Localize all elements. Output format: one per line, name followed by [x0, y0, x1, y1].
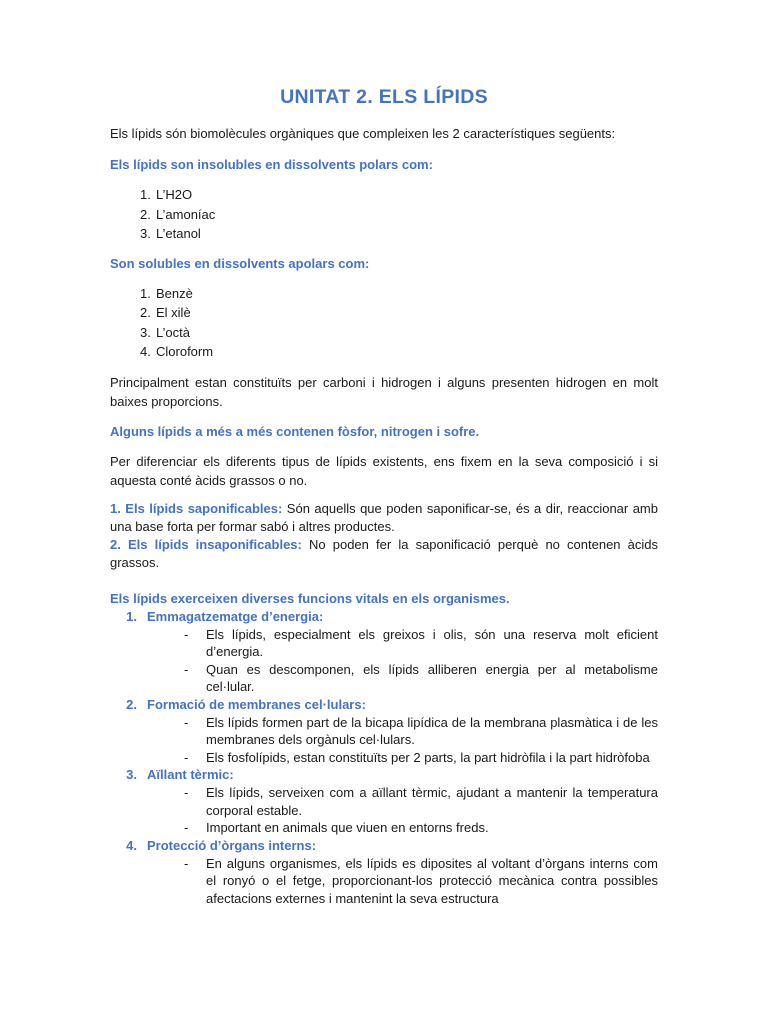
list-item: 1. Benzè [140, 285, 193, 301]
function-title: Formació de membranes cel·lulars: [147, 696, 366, 712]
list-item: - Els fosfolípids, estan constituïts per 2 parts, la part hidròfila i la part hidròfoba [184, 749, 650, 765]
insaponifiable-paragraph [110, 536, 658, 572]
list-item: - Quan es descomponen, els lípids alliberen energia per al metabolisme cel·lular. [184, 661, 658, 694]
function-thermal-insulation: 3. Aïllant tèrmic: - Els lípids, serveixen com a aïllant tèrmic, ajudant a mantenir la temperatura corporal estable. - Important en animals que viuen en entorns freds. [110, 766, 658, 837]
function-title: Aïllant tèrmic: [147, 767, 234, 782]
list-item: 3. L’etanol [140, 226, 201, 241]
extra-elements-heading: Alguns lípids a més a més contenen fòsfor, nitrogen i sofre. [110, 423, 480, 439]
list-item: 2. L’amoníac [140, 206, 216, 222]
list-item: - Els lípids, especialment els greixos i olis, són una reserva molt eficient d’energia. [184, 626, 658, 659]
insaponifiable-label: 2. Els lípids insaponificables: [110, 536, 302, 552]
list-item: - Important en animals que viuen en entorns freds. [184, 820, 489, 835]
function-membranes: 2. Formació de membranes cel·lulars: - Els lípids formen part de la bicapa lipídica de la membrana plasmàtica i de les membranes dels orgànuls cel·lulars. - Els fosfolípids, estan constituïts per 2 parts, la part hidròfila i la part hidròfoba [110, 696, 658, 767]
list-item: 3. L’octà [140, 324, 190, 340]
function-title: Emmagatzematge d’energia: [147, 608, 324, 624]
insoluble-heading: Els lípids son insolubles en dissolvents polars com: [110, 157, 433, 172]
list-item: - Els lípids, serveixen com a aïllant tèrmic, ajudant a mantenir la temperatura corporal estable. [184, 785, 658, 818]
soluble-heading: Son solubles en dissolvents apolars com: [110, 255, 370, 271]
saponifiable-paragraph [110, 500, 658, 536]
page-title: UNITAT 2. ELS LÍPIDS [280, 86, 488, 108]
list-item: - Els lípids formen part de la bicapa lipídica de la membrana plasmàtica i de les membranes dels orgànuls cel·lulars. [184, 714, 658, 747]
list-item: 2. El xilè [140, 305, 191, 320]
insaponifiable-text: No poden fer la saponificació perquè no contenen àcids grassos. [110, 536, 659, 570]
classification-paragraph: Per diferenciar els diferents tipus de lípids existents, ens fixem en la seva composició i si aquesta conté àcids grassos o no. [110, 453, 658, 488]
saponifiable-text: Són aquells que poden saponificar-se, és a dir, reaccionar amb una base forta per formar sabó i altres productes. [110, 500, 658, 534]
composition-paragraph: Principalment estan constituïts per carboni i hidrogen i alguns presenten hidrogen en molt baixes proporcions. [110, 374, 658, 409]
intro-paragraph: Els lípids són biomolècules orgàniques que compleixen les 2 característiques següents: [110, 126, 616, 141]
list-item: - En alguns organismes, els lípids es diposites al voltant d’òrgans interns com el ronyó o el fetge, proporcionant-los protecció mecànica contra possibles afectacions externes i mantenint la seva estructura [184, 855, 658, 906]
list-item: 4. Cloroform [140, 344, 214, 359]
function-organ-protection: 4. Protecció d’òrgans interns: - En alguns organismes, els lípids es diposites al voltant d’òrgans interns com el ronyó o el fetge, proporcionant-los protecció mecànica contra possibles afectacions externes i mantenint la seva estructura [110, 837, 658, 908]
insoluble-list [110, 185, 658, 244]
functions-heading: Els lípids exerceixen diverses funcions vitals en els organismes. [110, 590, 510, 606]
function-title: Protecció d’òrgans interns: [147, 837, 317, 853]
document-content [110, 86, 658, 907]
saponifiable-label: 1. Els lípids saponificables: [110, 500, 283, 516]
list-item: 1. L’H2O [140, 187, 193, 202]
soluble-list [110, 284, 658, 362]
function-energy-storage: 1. Emmagatzematge d’energia: - Els lípids, especialment els greixos i olis, són una reserva molt eficient d’energia. - Quan es descomponen, els lípids alliberen energia per al metabolisme cel·lular. [110, 608, 658, 696]
